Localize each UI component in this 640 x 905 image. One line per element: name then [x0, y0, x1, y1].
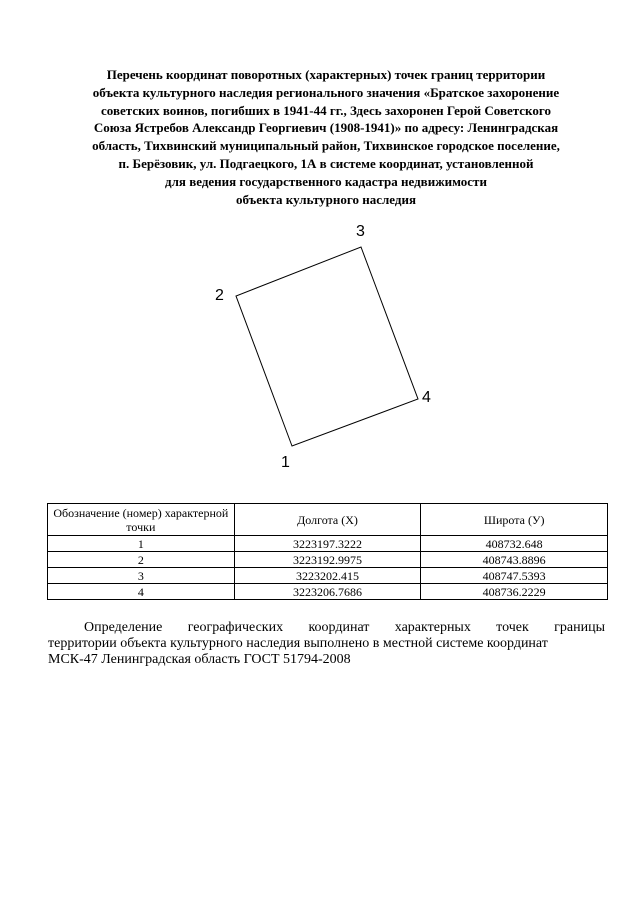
column-header-longitude: Долгота (X)	[234, 504, 421, 536]
title-line: объекта культурного наследия	[236, 191, 416, 207]
note-line-3: МСК-47 Ленинградская область ГОСТ 51794-2008	[48, 652, 351, 667]
note-line-1	[48, 620, 605, 636]
cell-latitude: 408743.8896	[421, 552, 608, 568]
title-line: объекта культурного наследия регионального значения «Братское захоронение	[92, 84, 560, 100]
cell-point: 4	[48, 584, 235, 600]
note-word: точек	[496, 620, 529, 635]
note-word: характерных	[394, 620, 471, 635]
title-line: Союза Ястребов Александр Георгиевич (1908-1941)» по адресу: Ленинградская	[93, 120, 559, 136]
cell-latitude: 408747.5393	[421, 568, 608, 584]
coordinates-table	[47, 503, 608, 600]
table-row	[48, 568, 608, 584]
title-line: п. Берёзовик, ул. Подгаецкого, 1А в системе координат, установленной	[118, 155, 534, 171]
cell-point: 1	[48, 536, 235, 552]
cell-longitude: 3223206.7686	[234, 584, 421, 600]
cell-longitude: 3223202.415	[234, 568, 421, 584]
method-note	[48, 620, 605, 668]
cell-longitude: 3223192.9975	[234, 552, 421, 568]
column-header-point: Обозначение (номер) характерной точки	[48, 504, 235, 536]
cell-latitude: 408732.648	[421, 536, 608, 552]
column-header-latitude: Широта (У)	[421, 504, 608, 536]
point-label-1: 1	[281, 454, 290, 471]
point-label-3: 3	[356, 223, 365, 240]
point-label-2: 2	[215, 287, 224, 304]
title-line: советских воинов, погибших в 1941-44 гг., Здесь захоронен Герой Советского	[101, 102, 551, 118]
cell-longitude: 3223197.3222	[234, 536, 421, 552]
title-line: для ведения государственного кадастра недвижимости	[165, 173, 487, 189]
cell-latitude: 408736.2229	[421, 584, 608, 600]
note-word: координат	[308, 620, 370, 635]
table-row	[48, 552, 608, 568]
table-row	[48, 536, 608, 552]
point-label-4: 4	[422, 389, 431, 406]
title-line: Перечень координат поворотных (характерных) точек границ территории	[106, 67, 546, 82]
table-header-row	[48, 504, 608, 536]
note-word: Определение	[84, 620, 163, 635]
note-word: географических	[187, 620, 284, 635]
cell-point: 2	[48, 552, 235, 568]
cell-point: 3	[48, 568, 235, 584]
boundary-polygon	[236, 247, 418, 446]
note-line-2: территории объекта культурного наследия выполнено в местной системе координат	[48, 636, 548, 651]
note-word: границы	[554, 620, 605, 635]
title-line: область, Тихвинский муниципальный район, Тихвинское городское поселение,	[92, 138, 560, 154]
table-row	[48, 584, 608, 600]
